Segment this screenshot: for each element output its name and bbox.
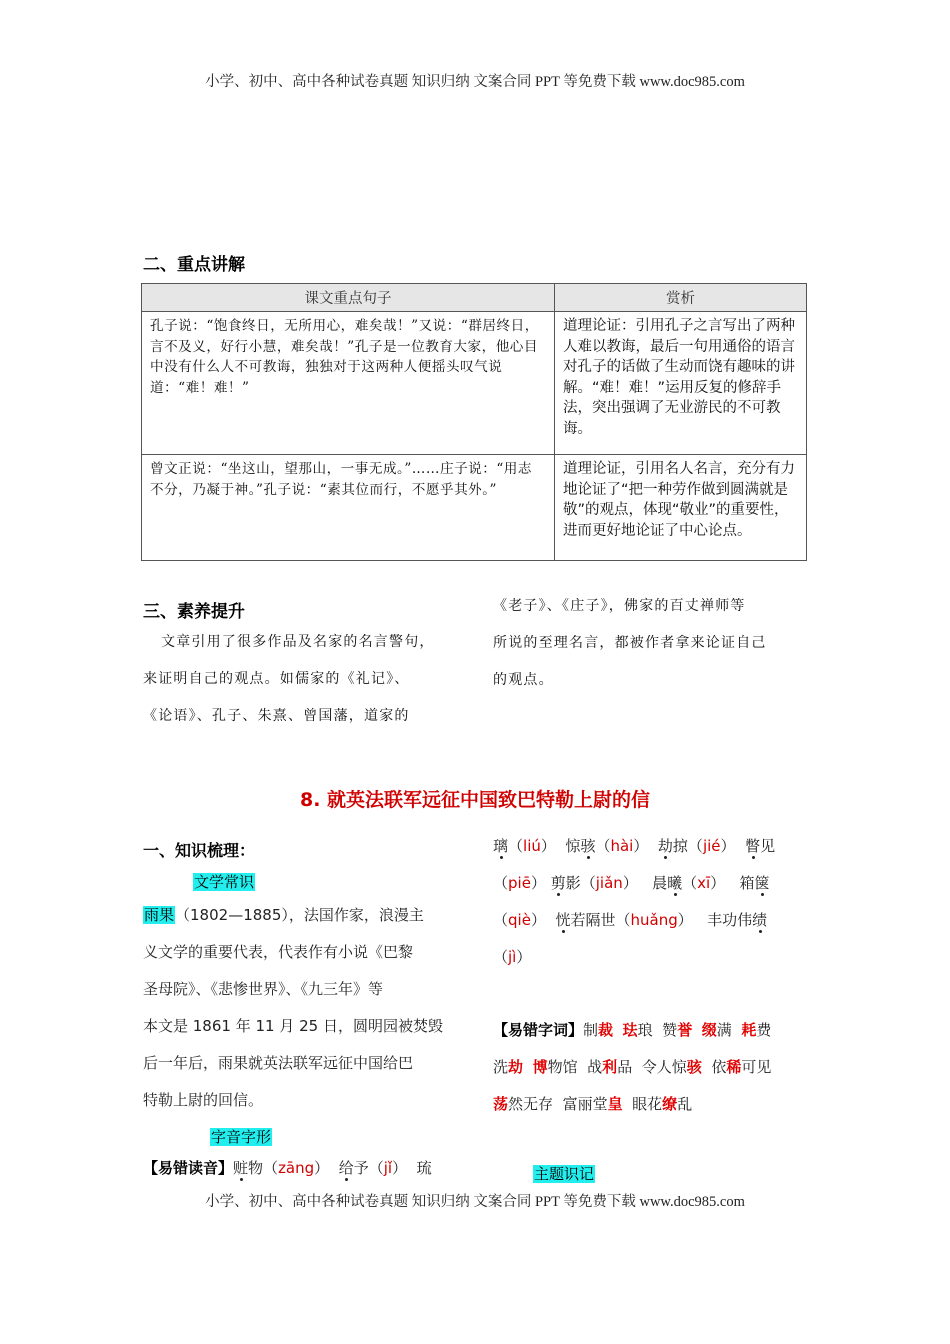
section2-heading: 二、重点讲解 bbox=[143, 255, 245, 275]
page-header: 小学、初中、高中各种试卷真题 知识归纳 文案合同 PPT 等免费下载 www.doc985.com bbox=[205, 74, 745, 90]
typos-heading: 【易错字词】 bbox=[493, 1021, 584, 1039]
table-header-sentence: 课文重点句子 bbox=[142, 284, 555, 312]
key-sentences-table bbox=[141, 283, 807, 561]
sound-shape-label: 字音字形 bbox=[211, 1128, 272, 1146]
section3-left-text: 文章引用了很多作品及名家的名言警句， 来证明自己的观点。如儒家的《礼记》、 《论语》、孔子、朱熹、曾国藩，道家的 bbox=[143, 634, 435, 724]
analysis-cell: 道理论证：引用孔子之言写出了两种人难以教诲，最后一句用通俗的语言对孔子的话做了生动而饶有趣味的讲解。“难！难！”运用反复的修辞手法，突出强调了无业游民的不可教诲。 bbox=[555, 312, 807, 455]
theme-label: 主题识记 bbox=[534, 1165, 595, 1183]
table-row bbox=[142, 455, 807, 561]
readings-line: 【易错读音】赃物（zāng） 给予（jǐ） 琉 bbox=[143, 1159, 432, 1177]
typo-words: 【易错字词】制裁 珐琅 赞誉 缀满 耗费 洗劫 博物馆 战利品 令人惊骇 依稀可见 荡然无存 富丽堂皇 眼花缭乱 bbox=[493, 1021, 772, 1113]
knowledge-heading: 一、知识梳理： bbox=[143, 841, 256, 860]
author-paragraph: 雨果（1802—1885），法国作家，浪漫主 义文学的重要代表，代表作有小说《巴黎 圣母院》、《悲惨世界》、《九三年》等 本文是 1861 年 11 月 25 日，圆明园被焚毁 后一年后，雨果就英法联军远征中国给巴 特勒上尉的回信。 bbox=[143, 906, 443, 1109]
page-footer: 小学、初中、高中各种试卷真题 知识归纳 文案合同 PPT 等免费下载 www.doc985.com bbox=[205, 1194, 745, 1210]
lesson-title: 8. 就英法联军远征中国致巴特勒上尉的信 bbox=[299, 789, 651, 811]
sentence-cell: 孔子说：“饱食终日，无所用心，难矣哉！”又说：“群居终日，言不及义，好行小慧，难矣哉！”孔子是一位教育大家，他心目中没有什么人不可教诲，独独对于这两种人便摇头叹气说道：“难！难！” bbox=[142, 312, 555, 455]
table-header-analysis: 赏析 bbox=[555, 284, 807, 312]
literature-label: 文学常识 bbox=[194, 873, 255, 891]
sentence-cell: 曾文正说：“坐这山，望那山，一事无成。”……庄子说：“用志不分，乃凝于神。”孔子说：“素其位而行，不愿乎其外。” bbox=[142, 455, 555, 561]
author-name: 雨果 bbox=[144, 906, 175, 924]
section3-right-text: 《老子》、《庄子》，佛家的百丈禅师等 所说的至理名言，都被作者拿来论证自己 的观点。 bbox=[493, 598, 767, 688]
readings-continued: 璃（liú） 惊骇（hài） 劫掠（jié） 瞥见 （piē） 剪影（jiǎn） 晨曦（xī） 箱箧 （qiè） 恍若隔世（huǎng） 丰功伟绩 （jì） bbox=[493, 837, 776, 966]
analysis-cell: 道理论证，引用名人名言，充分有力地论证了“把一种劳作做到圆满就是敬”的观点，体现“敬业”的重要性，进而更好地论证了中心论点。 bbox=[555, 455, 807, 561]
section3-heading: 三、素养提升 bbox=[143, 602, 245, 622]
readings-heading: 【易错读音】 bbox=[143, 1159, 234, 1177]
table-row bbox=[142, 312, 807, 455]
